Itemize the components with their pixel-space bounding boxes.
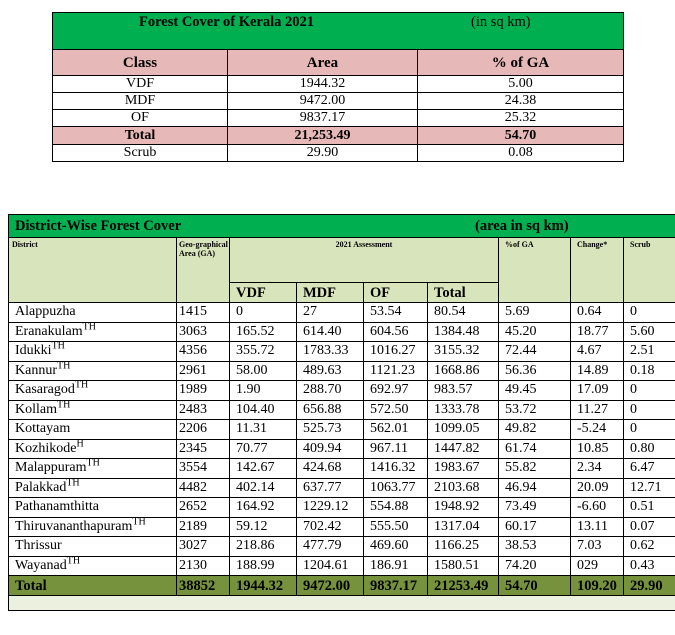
- district-name: Pathanamthitta: [15, 499, 99, 515]
- total-change: 109.20: [571, 576, 624, 596]
- class-cell: MDF: [53, 93, 228, 110]
- district-row: [9, 556, 675, 576]
- district-of-cell: 186.91: [364, 556, 428, 576]
- header-scrub: Scrub: [624, 238, 675, 303]
- district-total-cell: 1333.78: [428, 400, 499, 420]
- district-pct-cell: 73.49: [499, 498, 571, 518]
- district-unit: (area in sq km): [475, 218, 569, 234]
- district-mdf-cell: 1783.33: [297, 342, 364, 362]
- district-vdf-cell: 402.14: [230, 478, 297, 498]
- district-of-cell: 692.97: [364, 381, 428, 401]
- district-mdf-cell: 477.79: [297, 537, 364, 557]
- scrub-label: Scrub: [53, 145, 228, 162]
- district-of-cell: 967.11: [364, 439, 428, 459]
- forest-cover-unit: (in sq km): [471, 14, 531, 30]
- district-superscript: TH: [57, 361, 71, 372]
- district-pct-cell: 56.36: [499, 361, 571, 381]
- district-superscript: TH: [74, 380, 89, 391]
- district-name-cell: [9, 303, 177, 323]
- district-row: [9, 537, 675, 557]
- district-vdf-cell: 104.40: [230, 400, 297, 420]
- district-row: [9, 342, 675, 362]
- district-of-cell: 555.50: [364, 517, 428, 537]
- district-scrub-cell: 0.51: [624, 498, 675, 518]
- district-name-cell: [9, 342, 177, 362]
- district-vdf-cell: 59.12: [230, 517, 297, 537]
- district-row: [9, 400, 675, 420]
- pct-cell: 5.00: [418, 76, 624, 93]
- district-pct-cell: 46.94: [499, 478, 571, 498]
- district-ga-cell: 2961: [177, 361, 230, 381]
- total-mdf: 9472.00: [297, 576, 364, 596]
- district-pct-cell: 38.53: [499, 537, 571, 557]
- district-vdf-cell: 164.92: [230, 498, 297, 518]
- district-superscript: TH: [86, 458, 100, 469]
- district-of-cell: 562.01: [364, 420, 428, 440]
- district-pct-cell: 5.69: [499, 303, 571, 323]
- district-vdf-cell: 70.77: [230, 439, 297, 459]
- district-scrub-cell: 0: [624, 400, 675, 420]
- district-name: Thrissur: [15, 538, 62, 554]
- district-name-cell: [9, 459, 177, 479]
- total-label: Total: [53, 127, 228, 145]
- total-area: 21,253.49: [228, 127, 418, 145]
- total-of: 9837.17: [364, 576, 428, 596]
- district-superscript: H: [76, 439, 84, 450]
- header-change: Change*: [571, 238, 624, 303]
- district-mdf-cell: 1204.61: [297, 556, 364, 576]
- district-mdf-cell: 702.42: [297, 517, 364, 537]
- district-row: [9, 459, 675, 479]
- district-change-cell: 13.11: [571, 517, 624, 537]
- district-change-cell: 17.09: [571, 381, 624, 401]
- district-cover-table: [8, 214, 675, 611]
- district-row: [9, 439, 675, 459]
- district-name: Idukki: [15, 343, 52, 359]
- district-change-cell: 029: [571, 556, 624, 576]
- forest-cover-scrub-row: [53, 145, 624, 162]
- district-of-cell: 1063.77: [364, 478, 428, 498]
- district-footer-cell: [9, 596, 675, 611]
- district-pct-cell: 74.20: [499, 556, 571, 576]
- subheader-total: Total: [428, 283, 499, 303]
- district-name: Kollam: [15, 401, 57, 417]
- district-vdf-cell: 11.31: [230, 420, 297, 440]
- district-scrub-cell: 5.60: [624, 322, 675, 342]
- district-scrub-cell: 0.18: [624, 361, 675, 381]
- district-name: Thiruvananthapuram: [15, 518, 133, 534]
- district-row: [9, 361, 675, 381]
- district-vdf-cell: 218.86: [230, 537, 297, 557]
- district-pct-cell: 49.82: [499, 420, 571, 440]
- district-name: Kottayam: [15, 421, 71, 437]
- district-total-cell: 1580.51: [428, 556, 499, 576]
- district-row: [9, 303, 675, 323]
- district-scrub-cell: 6.47: [624, 459, 675, 479]
- district-row: [9, 498, 675, 518]
- header-district: District: [9, 238, 177, 303]
- scrub-area: 29.90: [228, 145, 418, 162]
- district-mdf-cell: 525.73: [297, 420, 364, 440]
- total-total: 21253.49: [428, 576, 499, 596]
- district-change-cell: 2.34: [571, 459, 624, 479]
- district-total-cell: 80.54: [428, 303, 499, 323]
- district-title-cell: [9, 215, 675, 238]
- district-superscript: TH: [51, 341, 65, 352]
- district-change-cell: 0.64: [571, 303, 624, 323]
- forest-cover-header-row: [53, 50, 624, 76]
- district-vdf-cell: 165.52: [230, 322, 297, 342]
- district-pct-cell: 45.20: [499, 322, 571, 342]
- district-of-cell: 554.88: [364, 498, 428, 518]
- scrub-pct: 0.08: [418, 145, 624, 162]
- district-pct-cell: 72.44: [499, 342, 571, 362]
- district-vdf-cell: 0: [230, 303, 297, 323]
- district-of-cell: 604.56: [364, 322, 428, 342]
- district-change-cell: 10.85: [571, 439, 624, 459]
- district-row: [9, 381, 675, 401]
- district-mdf-cell: 489.63: [297, 361, 364, 381]
- district-name-cell: [9, 537, 177, 557]
- district-rows: [9, 303, 675, 576]
- district-pct-cell: 55.82: [499, 459, 571, 479]
- district-scrub-cell: 2.51: [624, 342, 675, 362]
- class-cell: OF: [53, 110, 228, 127]
- area-cell: 9837.17: [228, 110, 418, 127]
- pct-cell: 24.38: [418, 93, 624, 110]
- district-pct-cell: 61.74: [499, 439, 571, 459]
- district-row: [9, 322, 675, 342]
- district-mdf-cell: 288.70: [297, 381, 364, 401]
- district-of-cell: 1121.23: [364, 361, 428, 381]
- district-name-cell: [9, 361, 177, 381]
- district-name-cell: [9, 381, 177, 401]
- district-name: Kozhikode: [15, 440, 77, 456]
- district-name-cell: [9, 420, 177, 440]
- header-pct-ga: % of GA: [418, 50, 624, 76]
- district-scrub-cell: 0: [624, 381, 675, 401]
- district-name-cell: [9, 556, 177, 576]
- district-superscript: TH: [132, 517, 146, 528]
- district-name: Wayanad: [15, 557, 67, 573]
- district-superscript: TH: [66, 556, 81, 567]
- district-pct-cell: 53.72: [499, 400, 571, 420]
- forest-cover-row: [53, 93, 624, 110]
- district-scrub-cell: 12.71: [624, 478, 675, 498]
- district-scrub-cell: 0: [624, 420, 675, 440]
- district-scrub-cell: 0.80: [624, 439, 675, 459]
- district-ga-cell: 3063: [177, 322, 230, 342]
- pct-cell: 25.32: [418, 110, 624, 127]
- district-ga-cell: 2189: [177, 517, 230, 537]
- district-name: Kasaragod: [15, 382, 75, 398]
- district-name: Alappuzha: [15, 304, 76, 320]
- forest-cover-row: [53, 110, 624, 127]
- area-cell: 9472.00: [228, 93, 418, 110]
- header-pct-ga: %of GA: [499, 238, 571, 303]
- district-scrub-cell: 0.62: [624, 537, 675, 557]
- district-mdf-cell: 424.68: [297, 459, 364, 479]
- forest-cover-total-row: [53, 127, 624, 145]
- district-total-cell: 1384.48: [428, 322, 499, 342]
- header-class: Class: [53, 50, 228, 76]
- district-mdf-cell: 614.40: [297, 322, 364, 342]
- total-scrub: 29.90: [624, 576, 675, 596]
- district-vdf-cell: 1.90: [230, 381, 297, 401]
- district-ga-cell: 1415: [177, 303, 230, 323]
- district-header-row: [9, 238, 675, 283]
- district-ga-cell: 4356: [177, 342, 230, 362]
- district-change-cell: 18.77: [571, 322, 624, 342]
- district-name: Kannur: [15, 362, 57, 378]
- district-total-cell: 1166.25: [428, 537, 499, 557]
- district-title-row: [9, 215, 675, 238]
- district-name: Malappuram: [15, 460, 87, 476]
- district-name: Palakkad: [15, 479, 67, 495]
- total-vdf: 1944.32: [230, 576, 297, 596]
- district-ga-cell: 3027: [177, 537, 230, 557]
- district-vdf-cell: 58.00: [230, 361, 297, 381]
- district-mdf-cell: 1229.12: [297, 498, 364, 518]
- district-change-cell: 7.03: [571, 537, 624, 557]
- district-ga-cell: 2652: [177, 498, 230, 518]
- district-vdf-cell: 355.72: [230, 342, 297, 362]
- district-ga-cell: 1989: [177, 381, 230, 401]
- total-pct: 54.70: [499, 576, 571, 596]
- total-pct: 54.70: [418, 127, 624, 145]
- district-name-cell: [9, 439, 177, 459]
- district-change-cell: 14.89: [571, 361, 624, 381]
- district-name-cell: [9, 400, 177, 420]
- district-scrub-cell: 0.43: [624, 556, 675, 576]
- district-of-cell: 1416.32: [364, 459, 428, 479]
- district-of-cell: 53.54: [364, 303, 428, 323]
- district-ga-cell: 2483: [177, 400, 230, 420]
- district-total-cell: 1317.04: [428, 517, 499, 537]
- district-vdf-cell: 142.67: [230, 459, 297, 479]
- district-change-cell: -6.60: [571, 498, 624, 518]
- total-ga: 38852: [177, 576, 230, 596]
- district-name: Eranakulam: [15, 323, 83, 339]
- district-total-cell: 983.57: [428, 381, 499, 401]
- district-name-cell: [9, 478, 177, 498]
- district-row: [9, 517, 675, 537]
- district-total-cell: 3155.32: [428, 342, 499, 362]
- district-pct-cell: 49.45: [499, 381, 571, 401]
- district-scrub-cell: 0.07: [624, 517, 675, 537]
- district-ga-cell: 2206: [177, 420, 230, 440]
- subheader-vdf: VDF: [230, 283, 297, 303]
- total-label: Total: [9, 576, 177, 596]
- subheader-mdf: MDF: [297, 283, 364, 303]
- header-ga: Geo-graphical Area (GA): [177, 238, 230, 303]
- forest-cover-title: Forest Cover of Kerala 2021: [139, 14, 315, 30]
- district-row: [9, 420, 675, 440]
- subheader-of: OF: [364, 283, 428, 303]
- district-title: District-Wise Forest Cover: [15, 218, 182, 234]
- district-mdf-cell: 27: [297, 303, 364, 323]
- forest-cover-table: [52, 12, 624, 162]
- district-name-cell: [9, 498, 177, 518]
- district-mdf-cell: 656.88: [297, 400, 364, 420]
- district-total-cell: 1447.82: [428, 439, 499, 459]
- district-change-cell: -5.24: [571, 420, 624, 440]
- district-total-cell: 2103.68: [428, 478, 499, 498]
- district-change-cell: 20.09: [571, 478, 624, 498]
- district-mdf-cell: 637.77: [297, 478, 364, 498]
- area-cell: 1944.32: [228, 76, 418, 93]
- district-footer-row: [9, 596, 675, 611]
- district-of-cell: 572.50: [364, 400, 428, 420]
- district-row: [9, 478, 675, 498]
- district-ga-cell: 3554: [177, 459, 230, 479]
- district-total-row: [9, 576, 675, 596]
- district-change-cell: 11.27: [571, 400, 624, 420]
- district-total-cell: 1948.92: [428, 498, 499, 518]
- district-of-cell: 469.60: [364, 537, 428, 557]
- district-pct-cell: 60.17: [499, 517, 571, 537]
- district-mdf-cell: 409.94: [297, 439, 364, 459]
- district-superscript: TH: [82, 322, 96, 333]
- district-change-cell: 4.67: [571, 342, 624, 362]
- district-superscript: TH: [57, 400, 71, 411]
- district-total-cell: 1668.86: [428, 361, 499, 381]
- district-ga-cell: 2130: [177, 556, 230, 576]
- district-of-cell: 1016.27: [364, 342, 428, 362]
- forest-cover-title-row: [53, 13, 624, 50]
- district-superscript: TH: [66, 478, 80, 489]
- district-name-cell: [9, 517, 177, 537]
- district-total-cell: 1099.05: [428, 420, 499, 440]
- district-name-cell: [9, 322, 177, 342]
- district-total-cell: 1983.67: [428, 459, 499, 479]
- district-ga-cell: 2345: [177, 439, 230, 459]
- district-scrub-cell: 0: [624, 303, 675, 323]
- header-assessment: 2021 Assessment: [230, 238, 499, 283]
- class-cell: VDF: [53, 76, 228, 93]
- district-vdf-cell: 188.99: [230, 556, 297, 576]
- forest-cover-title-cell: [53, 13, 624, 50]
- district-ga-cell: 4482: [177, 478, 230, 498]
- forest-cover-row: [53, 76, 624, 93]
- header-area: Area: [228, 50, 418, 76]
